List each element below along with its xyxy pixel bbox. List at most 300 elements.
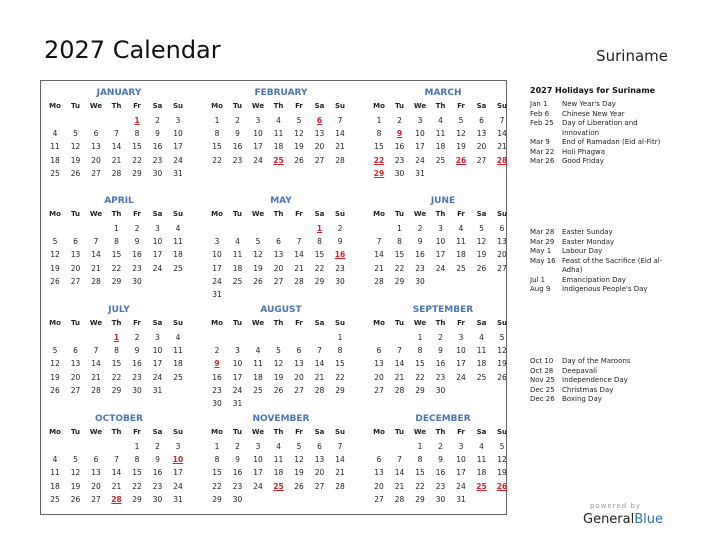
day: 12 <box>253 250 263 260</box>
day: 17 <box>152 359 163 369</box>
day: 31 <box>456 494 466 504</box>
weekday-header: Sa <box>152 102 163 110</box>
day: 14 <box>111 142 122 152</box>
weekday-header: Mo <box>373 210 385 218</box>
day: 30 <box>132 276 142 286</box>
holiday-day: 9 <box>396 129 403 139</box>
day: 30 <box>232 494 243 504</box>
holiday-item <box>530 119 670 138</box>
day: 16 <box>394 142 405 152</box>
weekday-header: Su <box>334 428 346 436</box>
day: 18 <box>456 250 466 260</box>
weekday-header: We <box>413 210 427 218</box>
day: 12 <box>476 237 487 247</box>
day: 22 <box>212 481 222 491</box>
day: 22 <box>111 263 122 273</box>
day: 2 <box>134 333 140 342</box>
weekday-header: Th <box>273 428 284 436</box>
day: 23 <box>335 263 345 273</box>
day: 4 <box>52 129 58 139</box>
day: 7 <box>337 116 343 125</box>
day: 4 <box>438 116 443 125</box>
day: 14 <box>91 250 101 260</box>
day: 6 <box>73 346 78 356</box>
day: 14 <box>374 250 384 260</box>
day: 21 <box>497 142 507 152</box>
day: 10 <box>253 455 263 465</box>
day: 22 <box>415 372 425 382</box>
day: 1 <box>214 442 220 451</box>
day: 14 <box>294 250 304 260</box>
weekday-header: Th <box>111 428 122 436</box>
day: 5 <box>52 237 58 247</box>
day: 27 <box>91 494 101 504</box>
weekday-header: Tu <box>71 210 80 218</box>
day: 12 <box>50 250 60 260</box>
holiday-item <box>530 148 670 158</box>
holiday-day: 26 <box>496 481 508 491</box>
weekday-header: We <box>413 319 427 327</box>
day: 23 <box>394 155 405 165</box>
holiday-item <box>530 376 670 386</box>
holiday-item <box>530 257 670 276</box>
day: 17 <box>173 142 183 152</box>
day: 1 <box>376 116 382 125</box>
month-june <box>369 193 517 301</box>
day: 12 <box>273 359 284 369</box>
day: 25 <box>232 276 243 286</box>
day: 27 <box>374 494 384 504</box>
day: 30 <box>415 276 425 286</box>
day: 2 <box>134 224 140 233</box>
weekday-header: Tu <box>71 102 80 110</box>
day: 2 <box>337 224 343 233</box>
holiday-day: 28 <box>111 494 122 504</box>
day: 22 <box>132 155 142 165</box>
holiday-date: Dec 26 <box>530 395 555 403</box>
day: 30 <box>212 399 222 408</box>
day: 19 <box>70 155 81 165</box>
day: 20 <box>91 155 101 165</box>
day: 23 <box>152 481 163 491</box>
holiday-date: Aug 9 <box>530 285 551 293</box>
day: 17 <box>456 359 466 369</box>
day: 9 <box>155 455 160 465</box>
weekday-header: Tu <box>71 428 80 436</box>
day: 13 <box>497 237 507 247</box>
day: 29 <box>415 385 425 395</box>
day: 25 <box>173 372 183 382</box>
day: 26 <box>476 263 487 273</box>
weekday-header: Sa <box>476 210 487 218</box>
day: 3 <box>255 442 261 451</box>
holiday-name: Day of the Maroons <box>562 357 631 365</box>
day: 4 <box>52 455 58 465</box>
weekday-header: Fr <box>133 319 141 327</box>
day: 15 <box>394 250 405 260</box>
weekday-header: Mo <box>373 428 385 436</box>
day: 11 <box>273 129 284 139</box>
day: 21 <box>335 142 345 152</box>
day: 12 <box>456 129 466 139</box>
day: 3 <box>175 442 181 451</box>
day: 11 <box>253 359 263 369</box>
holiday-date: Feb 6 <box>530 109 550 118</box>
day: 16 <box>435 468 446 478</box>
day: 19 <box>70 481 81 491</box>
weekday-header: Th <box>435 210 446 218</box>
month-july <box>45 302 193 410</box>
day: 11 <box>435 129 446 139</box>
weekday-header: Tu <box>395 319 404 327</box>
weekday-header: Fr <box>457 319 465 327</box>
weekday-header: Su <box>172 428 184 436</box>
day: 16 <box>435 359 446 369</box>
weekday-header: Mo <box>49 102 61 110</box>
day: 13 <box>374 468 384 478</box>
day: 30 <box>152 494 163 504</box>
day: 17 <box>232 372 243 382</box>
day: 7 <box>397 455 402 465</box>
day: 22 <box>415 481 425 491</box>
weekday-header: We <box>413 428 427 436</box>
day: 6 <box>93 455 99 465</box>
day: 19 <box>50 372 60 382</box>
weekday-header: We <box>89 102 103 110</box>
day: 30 <box>435 385 446 395</box>
weekday-header: We <box>89 210 103 218</box>
day: 21 <box>111 481 122 491</box>
day: 29 <box>132 494 142 504</box>
day: 21 <box>394 481 405 491</box>
day: 4 <box>479 333 484 342</box>
day: 19 <box>497 359 507 369</box>
holiday-name: Boxing Day <box>562 395 602 403</box>
holiday-item <box>530 157 670 167</box>
day: 5 <box>296 442 302 451</box>
holiday-group <box>530 100 670 167</box>
day: 22 <box>394 263 405 273</box>
weekday-header: Fr <box>457 428 465 436</box>
day: 6 <box>276 237 281 247</box>
day: 17 <box>435 250 446 260</box>
day: 2 <box>235 116 240 125</box>
day: 11 <box>456 237 466 247</box>
day: 7 <box>499 116 505 125</box>
day: 8 <box>214 129 220 139</box>
page-title: 2027 Calendar <box>44 36 221 64</box>
day: 19 <box>456 142 466 152</box>
day: 2 <box>417 224 423 233</box>
weekday-header: Sa <box>314 102 325 110</box>
holidays-title: 2027 Holidays for Suriname <box>530 86 656 95</box>
day: 14 <box>497 129 507 139</box>
weekday-header: Th <box>111 319 122 327</box>
day: 19 <box>253 263 263 273</box>
holiday-item <box>530 395 670 405</box>
day: 4 <box>276 116 281 125</box>
holiday-item <box>530 357 670 367</box>
day: 6 <box>376 346 382 356</box>
day: 24 <box>173 481 183 491</box>
day: 18 <box>435 142 446 152</box>
day: 9 <box>438 346 443 356</box>
day: 15 <box>415 468 425 478</box>
day: 22 <box>111 372 122 382</box>
day: 11 <box>476 455 487 465</box>
day: 2 <box>438 442 443 451</box>
day: 23 <box>132 372 142 382</box>
day: 27 <box>70 276 81 286</box>
day: 12 <box>294 129 304 139</box>
day: 28 <box>111 168 122 178</box>
day: 8 <box>134 455 140 465</box>
day: 16 <box>132 250 142 260</box>
day: 2 <box>397 116 402 125</box>
day: 15 <box>132 468 142 478</box>
day: 24 <box>456 481 466 491</box>
holiday-day: 1 <box>113 333 120 342</box>
month-march <box>369 85 517 193</box>
day: 6 <box>93 129 99 139</box>
day: 27 <box>91 168 101 178</box>
month-name: MARCH <box>424 88 462 98</box>
day: 11 <box>476 346 487 356</box>
day: 26 <box>253 276 263 286</box>
day: 17 <box>253 468 263 478</box>
day: 5 <box>499 333 505 342</box>
day: 4 <box>175 224 181 233</box>
weekday-header: Tu <box>233 102 242 110</box>
day: 3 <box>458 442 464 451</box>
holiday-name: Good Friday <box>562 157 604 165</box>
day: 29 <box>111 276 122 286</box>
weekday-header: We <box>251 428 265 436</box>
holiday-name: Christmas Day <box>562 385 614 394</box>
day: 18 <box>232 263 243 273</box>
day: 10 <box>232 359 243 369</box>
month-november <box>207 411 355 519</box>
day: 26 <box>294 155 304 165</box>
day: 1 <box>417 442 423 451</box>
weekday-header: Fr <box>295 319 303 327</box>
day: 23 <box>232 481 243 491</box>
day: 28 <box>91 385 101 395</box>
day: 17 <box>415 142 425 152</box>
day: 14 <box>335 455 345 465</box>
holiday-item <box>530 228 670 238</box>
day: 17 <box>456 468 466 478</box>
powered-by-label: powered by <box>590 502 642 510</box>
holiday-date: Mar 28 <box>530 228 555 236</box>
day: 24 <box>253 481 263 491</box>
weekday-header: Sa <box>152 210 163 218</box>
holiday-day: 22 <box>373 155 385 165</box>
day: 11 <box>232 250 243 260</box>
holiday-day: 25 <box>476 481 487 491</box>
day: 6 <box>479 116 484 125</box>
day: 24 <box>435 263 446 273</box>
day: 31 <box>232 399 243 408</box>
holiday-date: Mar 29 <box>530 237 555 246</box>
generalblue-logo[interactable] <box>583 512 663 527</box>
holiday-item <box>530 110 670 120</box>
day: 24 <box>173 155 183 165</box>
day: 15 <box>212 468 222 478</box>
day: 3 <box>255 116 261 125</box>
day: 5 <box>499 442 505 451</box>
weekday-header: Fr <box>133 428 141 436</box>
day: 28 <box>335 155 345 165</box>
weekday-header: Fr <box>457 102 465 110</box>
day: 7 <box>337 442 343 451</box>
day: 8 <box>417 455 423 465</box>
weekday-header: Mo <box>211 210 223 218</box>
day: 1 <box>134 442 140 451</box>
weekday-header: Fr <box>457 210 465 218</box>
day: 25 <box>173 263 183 273</box>
day: 5 <box>73 129 78 139</box>
month-name: JANUARY <box>96 88 142 98</box>
holiday-day: 29 <box>373 168 385 178</box>
day: 30 <box>152 168 163 178</box>
weekday-header: Sa <box>152 319 163 327</box>
day: 13 <box>294 359 304 369</box>
day: 15 <box>314 250 325 260</box>
day: 5 <box>296 116 302 125</box>
day: 18 <box>173 250 183 260</box>
holiday-day: 6 <box>316 116 323 125</box>
day: 3 <box>175 116 181 125</box>
day: 29 <box>415 494 425 504</box>
day: 4 <box>276 442 281 451</box>
holiday-item <box>530 285 670 295</box>
day: 12 <box>70 142 81 152</box>
holiday-date: Oct 28 <box>530 366 554 375</box>
day: 26 <box>273 385 284 395</box>
day: 11 <box>173 346 183 356</box>
month-name: DECEMBER <box>415 414 471 424</box>
day: 29 <box>335 385 345 395</box>
day: 20 <box>314 468 325 478</box>
day: 18 <box>476 468 487 478</box>
day: 21 <box>91 372 101 382</box>
day: 5 <box>52 346 58 356</box>
holiday-date: May 16 <box>530 256 556 265</box>
holiday-name: Indigenous People's Day <box>562 285 648 293</box>
day: 19 <box>294 468 304 478</box>
weekday-header: Tu <box>233 210 242 218</box>
day: 21 <box>374 263 384 273</box>
holiday-item <box>530 238 670 248</box>
day: 28 <box>374 276 384 286</box>
day: 24 <box>212 276 222 286</box>
day: 24 <box>456 372 466 382</box>
day: 27 <box>497 263 507 273</box>
weekday-header: Mo <box>373 102 385 110</box>
holiday-item <box>530 386 670 396</box>
weekday-header: We <box>89 319 103 327</box>
day: 19 <box>273 372 284 382</box>
day: 21 <box>294 263 304 273</box>
weekday-header: Su <box>334 102 346 110</box>
holiday-name: Deepavali <box>562 366 598 375</box>
day: 1 <box>114 224 119 233</box>
day: 27 <box>273 276 284 286</box>
day: 21 <box>91 263 101 273</box>
weekday-header: Su <box>172 319 184 327</box>
day: 28 <box>91 276 101 286</box>
day: 11 <box>50 142 60 152</box>
day: 9 <box>438 455 443 465</box>
day: 18 <box>173 359 183 369</box>
holiday-day: 16 <box>334 250 346 260</box>
day: 15 <box>132 142 142 152</box>
day: 15 <box>212 142 222 152</box>
calendar-grid <box>40 80 507 515</box>
day: 11 <box>173 237 183 247</box>
day: 19 <box>50 263 60 273</box>
day: 12 <box>50 359 60 369</box>
country-name: Suriname <box>596 47 668 65</box>
holiday-day: 9 <box>214 359 220 369</box>
day: 30 <box>335 276 345 286</box>
day: 4 <box>479 442 484 451</box>
holiday-name: Emancipation Day <box>562 275 626 284</box>
day: 5 <box>255 237 261 247</box>
day: 25 <box>435 155 446 165</box>
weekday-header: Su <box>334 319 346 327</box>
month-april <box>45 193 193 301</box>
weekday-header: Th <box>435 102 446 110</box>
day: 23 <box>152 155 163 165</box>
day: 16 <box>132 359 142 369</box>
day: 8 <box>337 346 343 356</box>
weekday-header: Fr <box>133 210 141 218</box>
day: 27 <box>314 155 325 165</box>
day: 18 <box>50 481 60 491</box>
day: 10 <box>173 129 183 139</box>
day: 18 <box>476 359 487 369</box>
holiday-group <box>530 228 670 295</box>
month-september <box>369 302 517 410</box>
day: 17 <box>212 263 222 273</box>
day: 6 <box>499 224 505 233</box>
holiday-item <box>530 367 670 377</box>
holiday-day: 25 <box>273 481 284 491</box>
day: 8 <box>397 237 402 247</box>
holiday-item <box>530 276 670 286</box>
day: 15 <box>415 359 425 369</box>
day: 10 <box>253 129 263 139</box>
weekday-header: Fr <box>133 102 141 110</box>
day: 20 <box>476 142 487 152</box>
day: 26 <box>70 168 81 178</box>
day: 23 <box>212 385 222 395</box>
weekday-header: Tu <box>71 319 80 327</box>
day: 15 <box>111 359 122 369</box>
weekday-header: Tu <box>395 428 404 436</box>
day: 18 <box>273 142 284 152</box>
day: 21 <box>394 372 405 382</box>
weekday-header: Sa <box>152 428 163 436</box>
day: 12 <box>497 455 507 465</box>
day: 7 <box>376 237 382 247</box>
month-january <box>45 85 193 193</box>
weekday-header: Sa <box>476 102 487 110</box>
day: 7 <box>114 129 119 139</box>
day: 5 <box>479 224 484 233</box>
